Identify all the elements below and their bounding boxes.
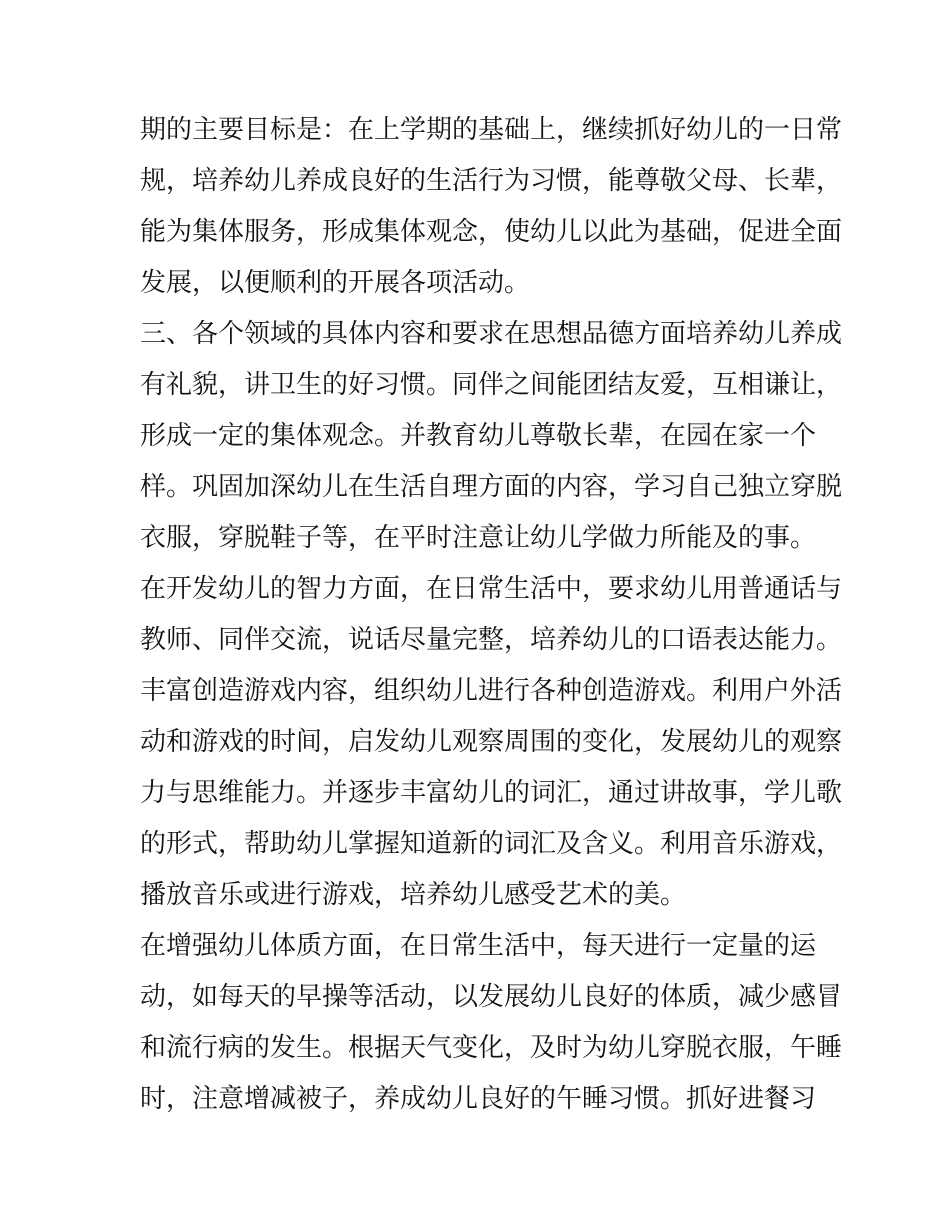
- text-line: 丰富创造游戏内容，组织幼儿进行各种创造游戏。利用户外活: [140, 676, 843, 706]
- text-line: 动，如每天的早操等活动，以发展幼儿良好的体质，减少感冒: [140, 982, 843, 1012]
- text-line: 教师、同伴交流，说话尽量完整，培养幼儿的口语表达能力。: [140, 625, 843, 655]
- text-line: 三、各个领域的具体内容和要求在思想品德方面培养幼儿养成: [140, 319, 843, 349]
- text-line: 形成一定的集体观念。并教育幼儿尊敬长辈，在园在家一个: [140, 421, 817, 451]
- text-line: 样。巩固加深幼儿在生活自理方面的内容，学习自己独立穿脱: [140, 472, 843, 502]
- text-line: 和流行病的发生。根据天气变化，及时为幼儿穿脱衣服，午睡: [140, 1033, 843, 1063]
- text-line: 能为集体服务，形成集体观念，使幼儿以此为基础，促进全面: [140, 217, 843, 247]
- text-line: 在开发幼儿的智力方面，在日常生活中，要求幼儿用普通话与: [140, 574, 843, 604]
- text-line: 规，培养幼儿养成良好的生活行为习惯，能尊敬父母、长辈，: [140, 166, 843, 196]
- text-line: 动和游戏的时间，启发幼儿观察周围的变化，发展幼儿的观察: [140, 727, 843, 757]
- body-text: [140, 105, 843, 1125]
- text-line: 时，注意增减被子，养成幼儿良好的午睡习惯。抓好进餐习: [140, 1084, 817, 1114]
- text-line: 期的主要目标是：在上学期的基础上，继续抓好幼儿的一日常: [140, 115, 843, 145]
- text-line: 播放音乐或进行游戏，培养幼儿感受艺术的美。: [140, 880, 687, 910]
- text-line: 发展，以便顺利的开展各项活动。: [140, 268, 531, 298]
- text-line: 在增强幼儿体质方面，在日常生活中，每天进行一定量的运: [140, 931, 817, 961]
- text-line: 衣服，穿脱鞋子等，在平时注意让幼儿学做力所能及的事。: [140, 523, 817, 553]
- text-line: 力与思维能力。并逐步丰富幼儿的词汇，通过讲故事，学儿歌: [140, 778, 843, 808]
- text-line: 的形式，帮助幼儿掌握知道新的词汇及含义。利用音乐游戏，: [140, 829, 843, 859]
- text-line: 有礼貌，讲卫生的好习惯。同伴之间能团结友爱，互相谦让，: [140, 370, 843, 400]
